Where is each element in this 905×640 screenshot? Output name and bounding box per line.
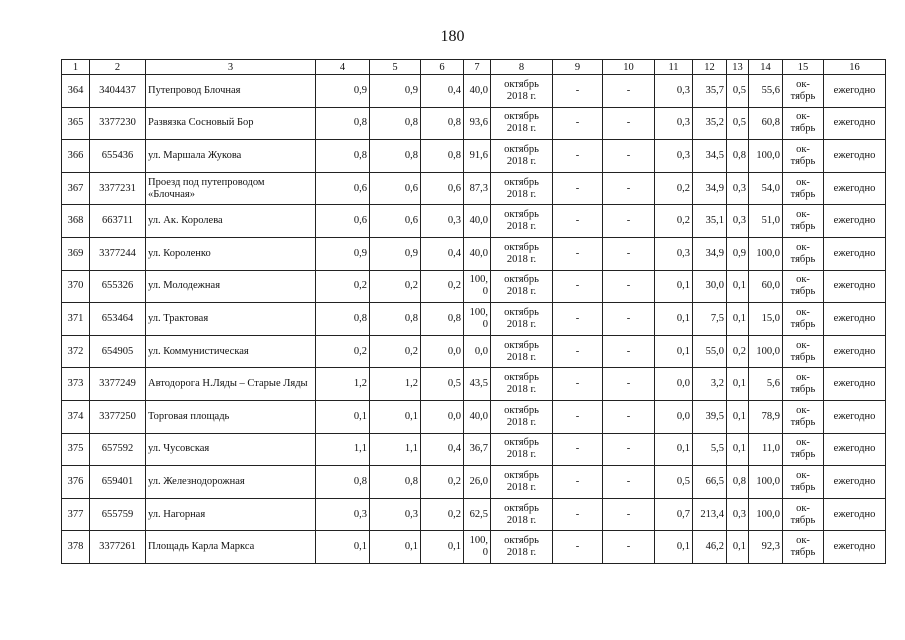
table-cell: 364 <box>62 75 90 108</box>
table-cell: 213,4 <box>693 498 727 531</box>
table-cell: 66,5 <box>693 466 727 499</box>
table-cell: 0,1 <box>727 433 749 466</box>
table-cell: 372 <box>62 335 90 368</box>
table-cell: 657592 <box>90 433 146 466</box>
table-cell: октябрь 2018 г. <box>491 303 553 336</box>
table-cell: 0,1 <box>316 400 370 433</box>
table-cell: 40,0 <box>464 400 491 433</box>
table-cell: октябрь 2018 г. <box>491 172 553 205</box>
table-cell: ежегодно <box>824 140 886 173</box>
table-cell: 373 <box>62 368 90 401</box>
table-cell: 92,3 <box>749 531 783 564</box>
data-table <box>61 59 886 564</box>
table-cell: 0,8 <box>421 303 464 336</box>
table-cell: 0,2 <box>421 466 464 499</box>
table-cell: 0,6 <box>316 172 370 205</box>
table-cell: 0,3 <box>370 498 421 531</box>
table-cell: 663711 <box>90 205 146 238</box>
table-cell: 43,5 <box>464 368 491 401</box>
table-cell: 0,2 <box>655 205 693 238</box>
table-cell: ок-тябрь <box>783 140 824 173</box>
table-cell: 0,8 <box>727 466 749 499</box>
table-cell: 0,8 <box>316 107 370 140</box>
table-cell: 0,8 <box>316 140 370 173</box>
table-cell: 0,1 <box>655 335 693 368</box>
table-cell: ок-тябрь <box>783 172 824 205</box>
table-cell: 0,8 <box>421 107 464 140</box>
table-cell: 54,0 <box>749 172 783 205</box>
table-cell: - <box>553 303 603 336</box>
table-cell: ок-тябрь <box>783 107 824 140</box>
table-cell: 0,3 <box>655 237 693 270</box>
table-cell: ежегодно <box>824 172 886 205</box>
table-cell: 655326 <box>90 270 146 303</box>
table-cell: 374 <box>62 400 90 433</box>
table-cell: - <box>553 498 603 531</box>
table-cell: 0,9 <box>370 237 421 270</box>
table-cell: ежегодно <box>824 107 886 140</box>
table-cell: 0,3 <box>655 75 693 108</box>
table-cell: 7,5 <box>693 303 727 336</box>
table-cell: ул. Маршала Жукова <box>146 140 316 173</box>
table-cell: 0,4 <box>421 237 464 270</box>
table-cell: 0,6 <box>316 205 370 238</box>
table-cell: октябрь 2018 г. <box>491 466 553 499</box>
table-cell: 36,7 <box>464 433 491 466</box>
table-cell: 0,0 <box>655 400 693 433</box>
table-row <box>62 335 886 368</box>
table-cell: 0,2 <box>370 270 421 303</box>
page-number: 180 <box>440 28 465 45</box>
table-cell: 0,3 <box>316 498 370 531</box>
table-cell: 3377249 <box>90 368 146 401</box>
table-cell: 1,1 <box>370 433 421 466</box>
table-cell: ок-тябрь <box>783 75 824 108</box>
table-cell: 78,9 <box>749 400 783 433</box>
table-cell: 3377244 <box>90 237 146 270</box>
table-cell: 0,8 <box>727 140 749 173</box>
table-cell: 378 <box>62 531 90 564</box>
table-cell: - <box>603 400 655 433</box>
table-cell: - <box>553 237 603 270</box>
table-cell: - <box>553 368 603 401</box>
table-cell: ежегодно <box>824 237 886 270</box>
table-cell: ежегодно <box>824 498 886 531</box>
table-cell: 55,6 <box>749 75 783 108</box>
column-header: 2 <box>90 60 146 75</box>
table-cell: ежегодно <box>824 368 886 401</box>
table-cell: 0,3 <box>655 107 693 140</box>
table-cell: 653464 <box>90 303 146 336</box>
table-cell: 654905 <box>90 335 146 368</box>
table-cell: 15,0 <box>749 303 783 336</box>
table-cell: ул. Чусовская <box>146 433 316 466</box>
table-cell: 26,0 <box>464 466 491 499</box>
table-cell: 0,2 <box>421 270 464 303</box>
table-cell: 0,8 <box>316 466 370 499</box>
table-cell: ул. Нагорная <box>146 498 316 531</box>
table-cell: - <box>603 270 655 303</box>
table-cell: 655759 <box>90 498 146 531</box>
table-cell: 40,0 <box>464 237 491 270</box>
table-cell: октябрь 2018 г. <box>491 205 553 238</box>
table-cell: 0,1 <box>655 531 693 564</box>
column-header: 12 <box>693 60 727 75</box>
table-row <box>62 303 886 336</box>
table-cell: ул. Молодежная <box>146 270 316 303</box>
table-cell: 371 <box>62 303 90 336</box>
table-cell: 0,8 <box>316 303 370 336</box>
table-cell: 62,5 <box>464 498 491 531</box>
table-cell: 0,5 <box>421 368 464 401</box>
table-row <box>62 205 886 238</box>
table-cell: 87,3 <box>464 172 491 205</box>
table-cell: 35,7 <box>693 75 727 108</box>
table-cell: 375 <box>62 433 90 466</box>
table-cell: 0,0 <box>421 400 464 433</box>
table-cell: 0,0 <box>655 368 693 401</box>
table-cell: ок-тябрь <box>783 303 824 336</box>
table-cell: октябрь 2018 г. <box>491 270 553 303</box>
table-cell: ок-тябрь <box>783 237 824 270</box>
table-cell: 0,8 <box>370 466 421 499</box>
column-header: 11 <box>655 60 693 75</box>
table-cell: октябрь 2018 г. <box>491 75 553 108</box>
table-cell: 100, 0 <box>464 531 491 564</box>
table-header-row <box>62 60 886 75</box>
column-header: 14 <box>749 60 783 75</box>
table-cell: 0,1 <box>370 400 421 433</box>
table-cell: - <box>553 205 603 238</box>
table-cell: - <box>553 107 603 140</box>
table-cell: 100, 0 <box>464 303 491 336</box>
table-cell: 3377231 <box>90 172 146 205</box>
table-cell: - <box>603 335 655 368</box>
table-cell: - <box>553 140 603 173</box>
table-cell: 0,9 <box>727 237 749 270</box>
table-cell: 0,0 <box>464 335 491 368</box>
table-cell: 367 <box>62 172 90 205</box>
table-cell: 369 <box>62 237 90 270</box>
table-cell: 100,0 <box>749 466 783 499</box>
table-cell: 40,0 <box>464 75 491 108</box>
table-cell: 0,5 <box>655 466 693 499</box>
table-cell: 0,1 <box>655 303 693 336</box>
table-cell: 0,9 <box>316 237 370 270</box>
table-cell: - <box>553 466 603 499</box>
table-cell: Проезд под путепроводом «Блочная» <box>146 172 316 205</box>
table-row <box>62 237 886 270</box>
table-row <box>62 172 886 205</box>
table-cell: 659401 <box>90 466 146 499</box>
table-cell: 100,0 <box>749 140 783 173</box>
table-cell: ежегодно <box>824 303 886 336</box>
table-cell: 93,6 <box>464 107 491 140</box>
table-cell: ежегодно <box>824 531 886 564</box>
table-cell: 46,2 <box>693 531 727 564</box>
table-cell: ок-тябрь <box>783 368 824 401</box>
table-cell: 0,4 <box>421 75 464 108</box>
column-header: 8 <box>491 60 553 75</box>
table-cell: - <box>603 531 655 564</box>
table-cell: 0,1 <box>727 303 749 336</box>
table-cell: - <box>553 531 603 564</box>
table-cell: 3377261 <box>90 531 146 564</box>
table-row <box>62 368 886 401</box>
table-cell: 0,9 <box>316 75 370 108</box>
table-cell: - <box>553 335 603 368</box>
table-row <box>62 433 886 466</box>
table-cell: 0,6 <box>370 205 421 238</box>
table-cell: ежегодно <box>824 400 886 433</box>
table-cell: 0,8 <box>370 107 421 140</box>
table-cell: 0,1 <box>316 531 370 564</box>
table-cell: 0,2 <box>421 498 464 531</box>
table-cell: 0,8 <box>370 140 421 173</box>
table-cell: 0,3 <box>727 172 749 205</box>
table-cell: 35,1 <box>693 205 727 238</box>
table-cell: 11,0 <box>749 433 783 466</box>
table-cell: 3404437 <box>90 75 146 108</box>
table-cell: 0,4 <box>421 433 464 466</box>
table-cell: 3377250 <box>90 400 146 433</box>
table-cell: 0,2 <box>316 335 370 368</box>
table-cell: Площадь Карла Маркса <box>146 531 316 564</box>
table-cell: 0,1 <box>727 400 749 433</box>
table-cell: - <box>603 237 655 270</box>
table-cell: ул. Коммунистическая <box>146 335 316 368</box>
table-cell: ок-тябрь <box>783 270 824 303</box>
table-cell: 0,1 <box>655 270 693 303</box>
table-cell: - <box>553 433 603 466</box>
table-cell: 0,5 <box>727 75 749 108</box>
table-cell: 60,0 <box>749 270 783 303</box>
table-cell: - <box>603 172 655 205</box>
table-cell: 30,0 <box>693 270 727 303</box>
table-cell: ок-тябрь <box>783 498 824 531</box>
column-header: 6 <box>421 60 464 75</box>
table-cell: ул. Ак. Королева <box>146 205 316 238</box>
table-cell: - <box>603 433 655 466</box>
column-header: 4 <box>316 60 370 75</box>
table-row <box>62 107 886 140</box>
table-cell: 0,0 <box>421 335 464 368</box>
table-cell: октябрь 2018 г. <box>491 433 553 466</box>
table-cell: - <box>553 75 603 108</box>
table-cell: октябрь 2018 г. <box>491 368 553 401</box>
table-cell: ок-тябрь <box>783 433 824 466</box>
table-cell: - <box>603 75 655 108</box>
table-cell: Развязка Сосновый Бор <box>146 107 316 140</box>
table-cell: - <box>553 270 603 303</box>
column-header: 3 <box>146 60 316 75</box>
table-cell: 100,0 <box>749 498 783 531</box>
table-cell: 0,1 <box>727 368 749 401</box>
table-cell: Автодорога Н.Ляды – Старые Ляды <box>146 368 316 401</box>
table-cell: 60,8 <box>749 107 783 140</box>
column-header: 15 <box>783 60 824 75</box>
table-cell: 1,2 <box>316 368 370 401</box>
table-cell: 0,1 <box>370 531 421 564</box>
table-cell: ул. Трактовая <box>146 303 316 336</box>
table-cell: 0,1 <box>727 270 749 303</box>
table-cell: октябрь 2018 г. <box>491 335 553 368</box>
table-cell: 40,0 <box>464 205 491 238</box>
column-header: 9 <box>553 60 603 75</box>
table-cell: 91,6 <box>464 140 491 173</box>
table-cell: - <box>603 498 655 531</box>
table-cell: ежегодно <box>824 466 886 499</box>
table-cell: ул. Железнодорожная <box>146 466 316 499</box>
table-cell: октябрь 2018 г. <box>491 498 553 531</box>
table-cell: 655436 <box>90 140 146 173</box>
table-cell: 376 <box>62 466 90 499</box>
table-cell: октябрь 2018 г. <box>491 107 553 140</box>
table-cell: ул. Короленко <box>146 237 316 270</box>
table-cell: - <box>603 107 655 140</box>
table-cell: 0,2 <box>370 335 421 368</box>
table-cell: 377 <box>62 498 90 531</box>
table-cell: 0,3 <box>727 205 749 238</box>
table-cell: ежегодно <box>824 270 886 303</box>
table-cell: 0,6 <box>370 172 421 205</box>
table-cell: 3377230 <box>90 107 146 140</box>
table-cell: ок-тябрь <box>783 466 824 499</box>
table-cell: 370 <box>62 270 90 303</box>
table-row <box>62 270 886 303</box>
column-header: 5 <box>370 60 421 75</box>
table-cell: 0,8 <box>421 140 464 173</box>
table-cell: 0,3 <box>421 205 464 238</box>
table-cell: 39,5 <box>693 400 727 433</box>
table-cell: 3,2 <box>693 368 727 401</box>
table-cell: 34,9 <box>693 237 727 270</box>
table-cell: 365 <box>62 107 90 140</box>
table-row <box>62 531 886 564</box>
table-cell: 0,1 <box>421 531 464 564</box>
table-cell: ежегодно <box>824 433 886 466</box>
table-cell: 100,0 <box>749 335 783 368</box>
table-cell: 0,2 <box>655 172 693 205</box>
table-cell: 0,3 <box>655 140 693 173</box>
column-header: 13 <box>727 60 749 75</box>
table-cell: 55,0 <box>693 335 727 368</box>
table-cell: ежегодно <box>824 75 886 108</box>
table-cell: ежегодно <box>824 335 886 368</box>
table-cell: 0,3 <box>727 498 749 531</box>
table-cell: 0,2 <box>727 335 749 368</box>
column-header: 16 <box>824 60 886 75</box>
column-header: 1 <box>62 60 90 75</box>
table-cell: 35,2 <box>693 107 727 140</box>
table-cell: 51,0 <box>749 205 783 238</box>
table-cell: ок-тябрь <box>783 335 824 368</box>
table-cell: 5,5 <box>693 433 727 466</box>
table-cell: 0,7 <box>655 498 693 531</box>
table-cell: - <box>603 368 655 401</box>
table-cell: - <box>553 400 603 433</box>
table-row <box>62 466 886 499</box>
table-row <box>62 400 886 433</box>
table-cell: ежегодно <box>824 205 886 238</box>
table-cell: 368 <box>62 205 90 238</box>
table-cell: - <box>553 172 603 205</box>
table-cell: - <box>603 140 655 173</box>
table-cell: октябрь 2018 г. <box>491 140 553 173</box>
table-cell: - <box>603 466 655 499</box>
table-cell: 0,8 <box>370 303 421 336</box>
table-cell: 1,2 <box>370 368 421 401</box>
table-cell: октябрь 2018 г. <box>491 531 553 564</box>
table-cell: 1,1 <box>316 433 370 466</box>
column-header: 7 <box>464 60 491 75</box>
table-cell: ок-тябрь <box>783 205 824 238</box>
table-cell: 34,5 <box>693 140 727 173</box>
table-cell: Торговая площадь <box>146 400 316 433</box>
table-cell: 0,1 <box>727 531 749 564</box>
table-cell: 0,2 <box>316 270 370 303</box>
table-row <box>62 498 886 531</box>
table-cell: 5,6 <box>749 368 783 401</box>
table-cell: 100,0 <box>749 237 783 270</box>
table-cell: октябрь 2018 г. <box>491 400 553 433</box>
table-cell: 34,9 <box>693 172 727 205</box>
table-cell: октябрь 2018 г. <box>491 237 553 270</box>
table-row <box>62 140 886 173</box>
table-cell: 0,9 <box>370 75 421 108</box>
table-cell: Путепровод Блочная <box>146 75 316 108</box>
table-cell: - <box>603 205 655 238</box>
table-row <box>62 75 886 108</box>
table-cell: ок-тябрь <box>783 400 824 433</box>
table-cell: 100, 0 <box>464 270 491 303</box>
table-cell: 0,5 <box>727 107 749 140</box>
table-cell: 366 <box>62 140 90 173</box>
table-cell: 0,6 <box>421 172 464 205</box>
table-cell: - <box>603 303 655 336</box>
table-cell: 0,1 <box>655 433 693 466</box>
column-header: 10 <box>603 60 655 75</box>
table-cell: ок-тябрь <box>783 531 824 564</box>
